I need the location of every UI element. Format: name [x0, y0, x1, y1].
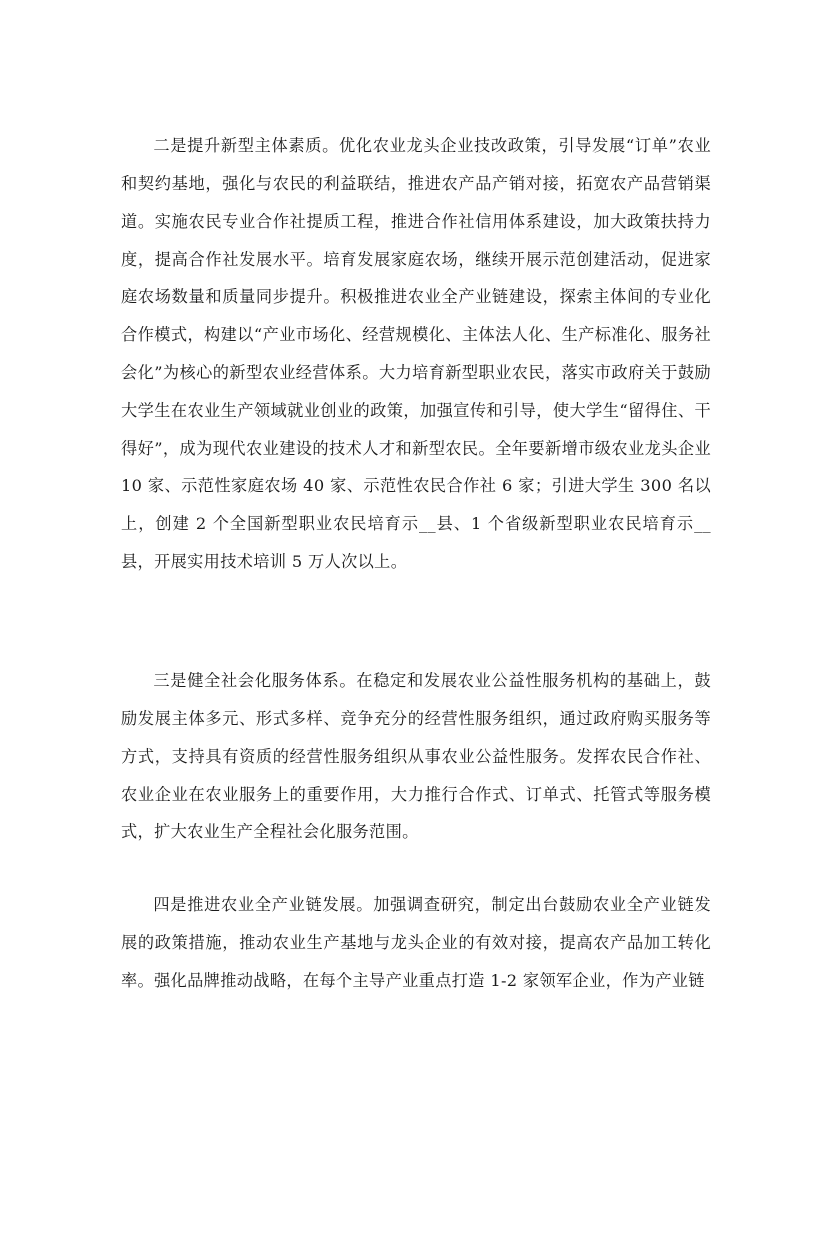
watermark-bottom [321, 1026, 559, 1234]
paragraph-new-entities: 二是提升新型主体素质。优化农业龙头企业技改政策，引导发展“订单”农业和契约基地，强化与农民的利益联结，推进农产品产销对接，拓宽农产品营销渠道。实施农民专业合作社提质工程，推进合作社信用体系建设，加大政策扶持力度，提高合作社发展水平。培育发展家庭农场，继续开展示范创建活动，促进家庭农场数量和质量同步提升。积极推进农业全产业链建设，探索主体间的专业化合作模式，构建以“产业市场化、经营规模化、主体法人化、生产标准化、服务社会化”为核心的新型农业经营体系。大力培育新型职业农民，落实市政府关于鼓励大学生在农业生产领域就业创业的政策，加强宣传和引导，使大学生“留得住、干得好”，成为现代农业建设的技术人才和新型农民。全年要新增市级农业龙头企业 10 家、示范性家庭农场 40 家、示范性农民合作社 6 家；引进大学生 300 名以上，创建 2 个全国新型职业农民培育示__县、1 个省级新型职业农民培育示__县，开展实用技术培训 5 万人次以上。 [121, 136, 711, 571]
paragraph-social-services: 三是健全社会化服务体系。在稳定和发展农业公益性服务机构的基础上，鼓励发展主体多元、形式多样、竞争充分的经营性服务组织，通过政府购买服务等方式，支持具有资质的经营性服务组织从事农业公益性服务。发挥农民合作社、农业企业在农业服务上的重要作用，大力推行合作式、订单式、托管式等服务模式，扩大农业生产全程社会化服务范围。 [121, 671, 711, 842]
paragraph-industry-chain: 四是推进农业全产业链发展。加强调查研究，制定出台鼓励农业全产业链发展的政策措施，推动农业生产基地与龙头企业的有效对接，提高农产品加工转化率。强化品牌推动战略，在每个主导产业重点打造 1-2 家领军企业，作为产业链 [121, 895, 711, 990]
